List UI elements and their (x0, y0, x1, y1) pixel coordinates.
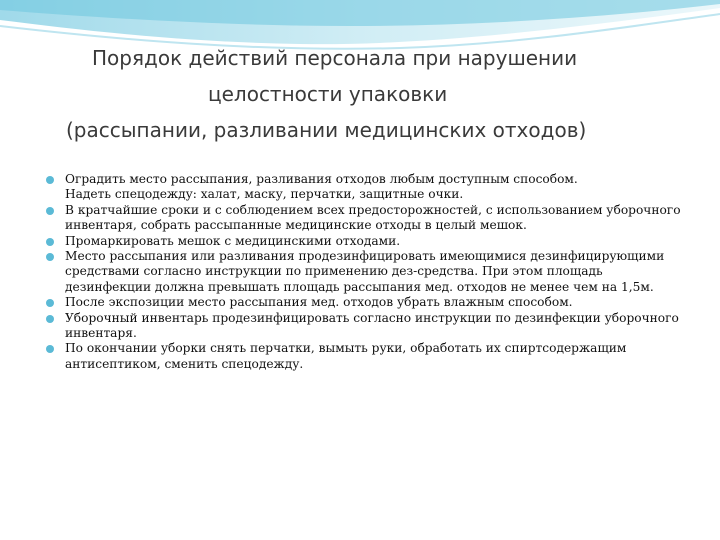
list-item-text: Место рассыпания или разливания продезинфицировать имеющимися дезинфицирующими средствами согласно инструкции по применению дез-средства. При этом площадь дезинфекции должна превышать площадь рассыпания мед. отходов не менее чем на 1,5м. (65, 249, 665, 294)
list-item-text: После экспозиции место рассыпания мед. отходов убрать влажным способом. (65, 295, 573, 310)
list-item (46, 311, 686, 342)
list-item (46, 295, 686, 310)
list-item-text: Промаркировать мешок с медицинскими отходами. (65, 233, 401, 248)
bullet-icon (46, 299, 54, 307)
list-item (46, 203, 686, 234)
list-item (46, 172, 686, 187)
list-item (46, 234, 686, 249)
list-item-text: Уборочный инвентарь продезинфицировать согласно инструкции по дезинфекции уборочного инвентаря. (65, 310, 679, 341)
list-item (46, 341, 686, 372)
title-line-2: целостности упаковки (208, 82, 448, 106)
list-item-text: По окончании уборки снять перчатки, вымыть руки, обработать их спиртсодержащим антисептиком, сменить спецодежду. (65, 341, 627, 371)
bullet-icon (46, 315, 54, 323)
bullet-icon (46, 253, 54, 261)
title-line-1: Порядок действий персонала при нарушении (92, 46, 578, 70)
title-line-3: (рассыпании, разливании медицинских отходов) (66, 118, 587, 142)
bullet-icon (46, 176, 54, 184)
bullet-icon (46, 207, 54, 215)
list-item-text: Надеть спецодежду: халат, маску, перчатки, защитные очки. (65, 187, 464, 202)
list-item-text: В кратчайшие сроки и с соблюдением всех предосторожностей, с использованием уборочного инвентаря, собрать рассыпанные медицинские отходы в целый мешок. (65, 202, 681, 233)
bullet-icon (46, 238, 54, 246)
procedure-list (46, 172, 686, 372)
bullet-icon (46, 345, 54, 353)
slide-title (0, 40, 720, 148)
list-item (46, 249, 686, 295)
list-item (46, 187, 686, 202)
list-item-text: Оградить место рассыпания, разливания отходов любым доступным способом. (65, 172, 578, 186)
